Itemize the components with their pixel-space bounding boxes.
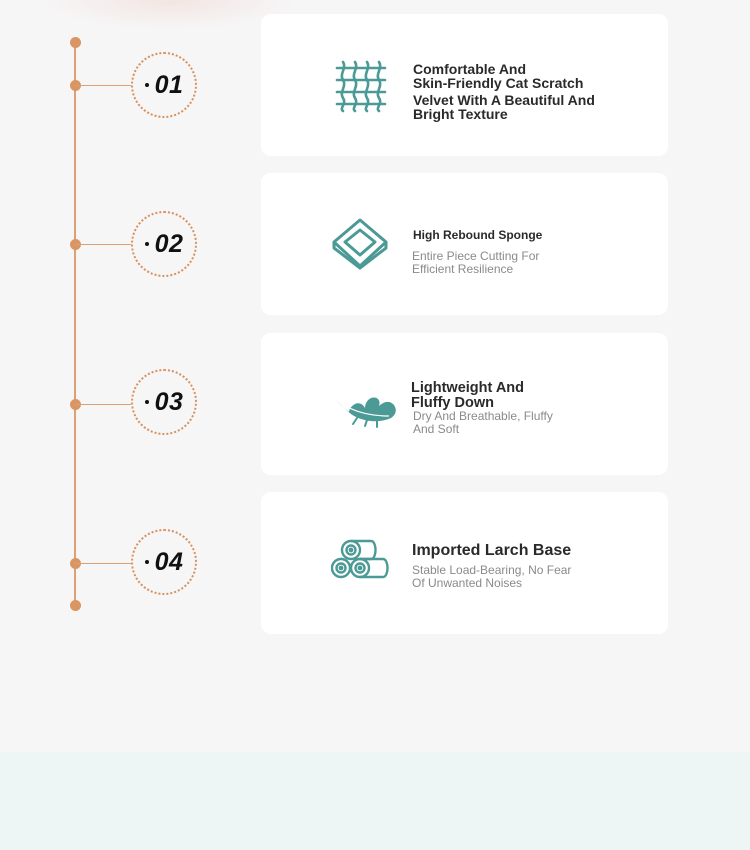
feature-icon [327,388,397,428]
bullet-dot [145,83,149,87]
step-number: 01 [154,70,184,99]
timeline-connector-4 [75,563,131,564]
bullet-dot [145,560,149,564]
bullet-dot [145,242,149,246]
step-number-badge [131,211,197,277]
timeline-connector-2 [75,244,131,245]
feature-title: Comfortable And Skin-Friendly Cat Scratch Velvet With A Beautiful And Bright Texture [413,61,595,122]
feature-card-velvet [261,14,668,156]
step-number: 02 [154,229,184,258]
feature-card-sponge [261,173,668,315]
woven-fabric-icon [333,58,389,114]
feature-subtitle: Entire Piece Cutting For Efficient Resilience [412,249,540,276]
timeline-dot-end [70,600,81,611]
step-number-badge [131,529,197,595]
timeline-connector-1 [75,85,131,86]
feature-subtitle: Stable Load-Bearing, No Fear Of Unwanted Noises [412,563,572,590]
sponge-cube-icon [331,218,389,270]
timeline-connector-3 [75,404,131,405]
wood-logs-icon [331,539,391,579]
feature-card-down [261,333,668,475]
step-number: 03 [154,387,184,416]
feature-subtitle: Dry And Breathable, Fluffy And Soft [413,409,553,436]
bullet-dot [145,400,149,404]
timeline-line [74,42,76,605]
feature-title: Imported Larch Base [412,542,572,559]
step-number-badge [131,369,197,435]
feature-card-larch [261,492,668,634]
feature-title: Lightweight And Fluffy Down [411,380,525,411]
step-number-badge [131,52,197,118]
timeline-dot-start [70,37,81,48]
step-number: 04 [154,547,184,576]
feature-title: High Rebound Sponge [413,228,543,242]
bottom-section-band [0,752,750,850]
